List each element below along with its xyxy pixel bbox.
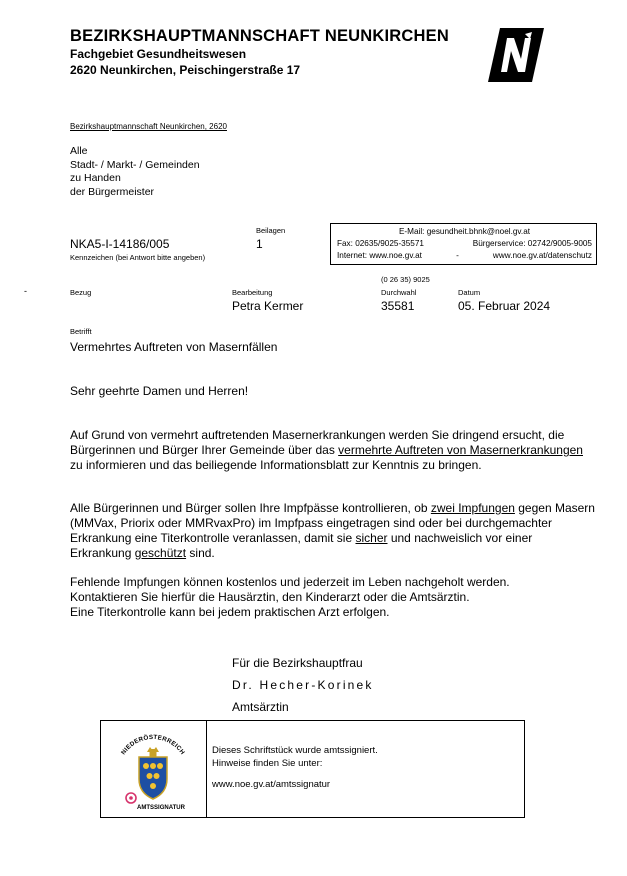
contact-box	[330, 223, 597, 265]
bezug-label: Bezug	[70, 288, 92, 297]
text-run: sind.	[186, 546, 215, 560]
durchwahl-label: Durchwahl	[381, 288, 417, 297]
bearbeitung-label: Bearbeitung	[232, 288, 273, 297]
contact-email: E-Mail: gesundheit.bhnk@noel.gv.at	[398, 227, 531, 236]
amtssignatur-box	[100, 720, 525, 818]
department-name: Fachgebiet Gesundheitswesen	[70, 47, 247, 61]
paragraph-3	[70, 575, 595, 620]
contact-separator: -	[456, 251, 459, 261]
text-run: zu informieren und das beiliegende Informationsblatt zur Kenntnis zu bringen.	[70, 458, 482, 472]
amtssignatur-link[interactable]: www.noe.gv.at/amtssignatur	[212, 779, 331, 790]
authority-address: 2620 Neunkirchen, Peischingerstraße 17	[70, 63, 301, 77]
margin-dash: -	[24, 286, 27, 296]
noe-n-logo-icon	[488, 28, 544, 82]
lower-austria-coat-of-arms-icon	[109, 727, 197, 815]
text-run: Alle Bürgerinnen und Bürger sollen Ihre Impfpässe kontrollieren, ob	[70, 501, 431, 515]
authority-title: BEZIRKSHAUPTMANNSCHAFT NEUNKIRCHEN	[70, 27, 449, 45]
contact-service: Bürgerservice: 02742/9005-9005	[472, 239, 592, 249]
underlined-text: sicher	[355, 531, 388, 545]
contact-row	[337, 250, 592, 262]
text-run: gegen Masern (MMVax, Priorix oder MMRvaxPro) im Impfpass eingetragen sind oder bei durchgemachter Erkrankung eine Titerkontrolle veranlassen, damit sie	[70, 501, 595, 545]
recipient-line: zu Handen	[70, 172, 121, 184]
salutation: Sehr geehrte Damen und Herren!	[70, 384, 249, 398]
amtssignatur-line: Hinweise finden Sie unter:	[212, 757, 323, 769]
attachments-label: Beilagen	[256, 226, 286, 235]
recipient-line: der Bürgermeister	[70, 185, 155, 198]
sender-line: Bezirkshauptmannschaft Neunkirchen, 2620	[70, 122, 227, 131]
seal-bottom-text: AMTSSIGNATUR	[137, 805, 185, 811]
datum-label: Datum	[458, 288, 481, 297]
text-run: und nachweislich vor einer Erkrankung	[70, 531, 533, 560]
amtssignatur-divider	[206, 721, 207, 817]
recipient-line: Stadt- / Markt- / Gemeinden	[70, 158, 200, 171]
signature-title: Amtsärztin	[232, 700, 289, 714]
datum-value: 05. Februar 2024	[458, 299, 551, 313]
paragraph-2	[70, 501, 595, 561]
durchwahl-value: 35581	[381, 299, 415, 313]
recipient-line: Alle	[70, 145, 88, 157]
contact-fax: Fax: 02635/9025-35571	[337, 239, 424, 249]
amtssignatur-line: Dieses Schriftstück wurde amtssigniert.	[212, 745, 378, 756]
paragraph-line: Kontaktieren Sie hierfür die Hausärztin, den Kinderarzt oder die Amtsärztin.	[70, 590, 470, 604]
paragraph-1	[70, 428, 595, 473]
signature-name: Dr. Hecher-Korinek	[232, 678, 374, 692]
reference-number: NKA5-I-14186/005	[70, 237, 170, 251]
underlined-text: zwei Impfungen	[430, 501, 515, 515]
recipient-block	[70, 145, 200, 199]
text-run: Auf Grund von vermehrt auftretenden Masernerkrankungen werden Sie dringend ersucht, die Bürgerinnen und Bürger Ihrer Gemeinde über das	[70, 428, 565, 457]
amtssignatur-text	[212, 745, 378, 792]
bearbeitung-value: Petra Kermer	[232, 299, 304, 313]
contact-internet: Internet: www.noe.gv.at	[337, 251, 422, 261]
subject-label: Betrifft	[70, 327, 92, 336]
subject-text: Vermehrtes Auftreten von Masernfällen	[70, 340, 278, 354]
contact-row	[337, 238, 592, 250]
underlined-text: geschützt	[134, 546, 187, 560]
seal-top-text: NIEDERÖSTERREICH	[119, 733, 187, 757]
contact-privacy: www.noe.gv.at/datenschutz	[492, 251, 592, 261]
attachments-value: 1	[256, 237, 263, 251]
paragraph-line: Fehlende Impfungen können kostenlos und jederzeit im Leben nachgeholt werden.	[70, 575, 510, 589]
paragraph-line: Eine Titerkontrolle kann bei jedem praktischen Arzt erfolgen.	[70, 605, 390, 619]
phone-prefix: (0 26 35) 9025	[381, 275, 430, 284]
reference-hint: Kennzeichen (bei Antwort bitte angeben)	[70, 253, 206, 262]
underlined-text: vermehrte Auftreten von Masernerkrankungen	[338, 443, 583, 457]
signature-for-line: Für die Bezirkshauptfrau	[232, 656, 363, 670]
